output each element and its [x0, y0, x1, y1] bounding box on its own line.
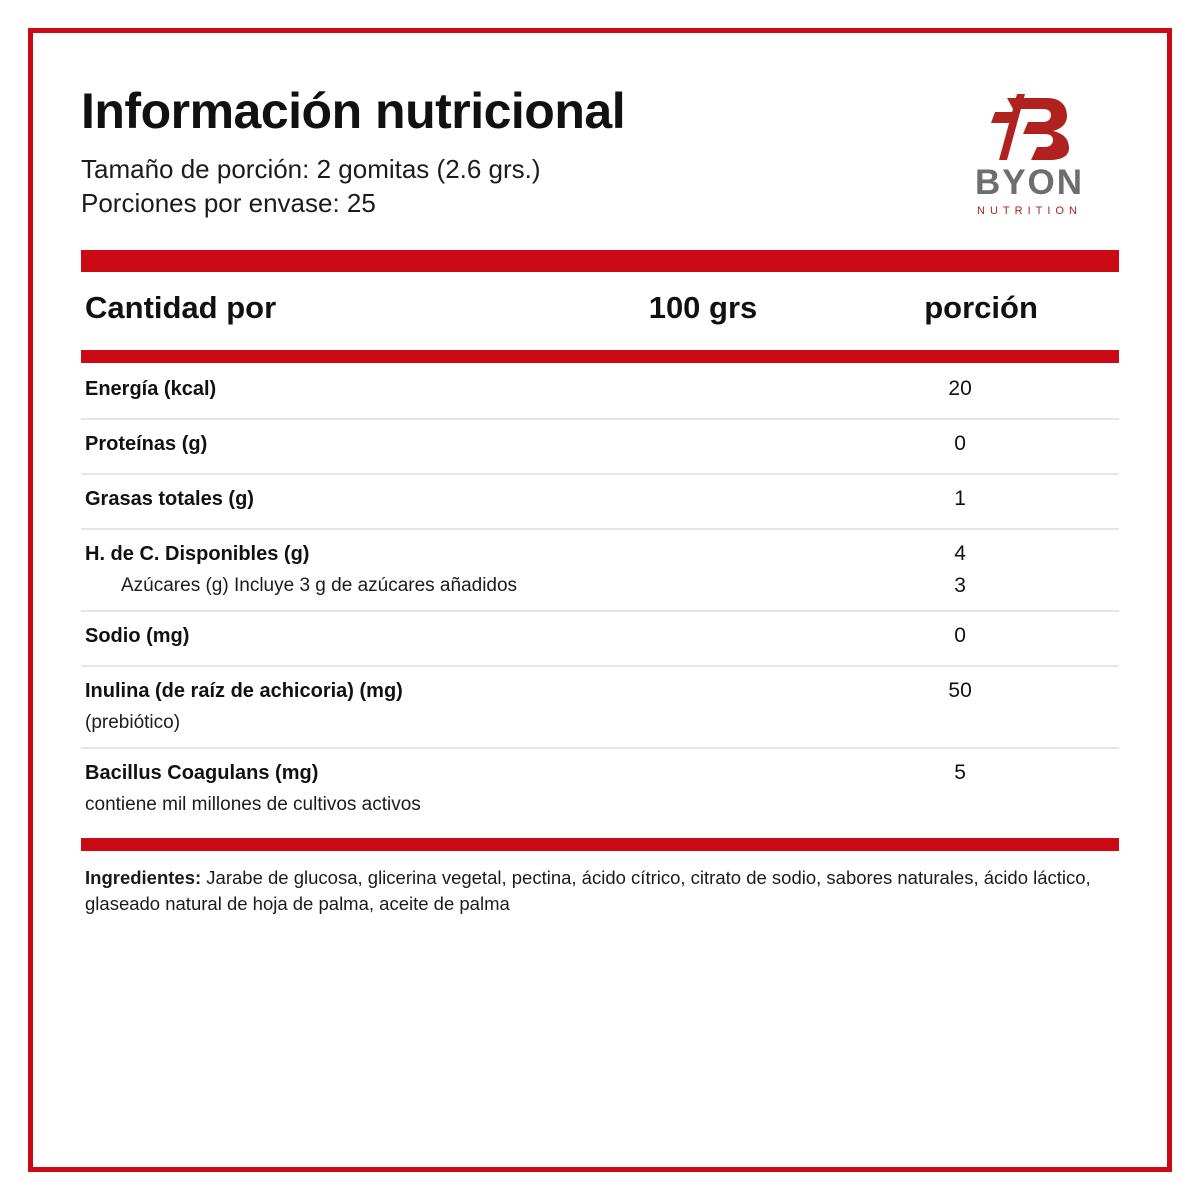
nutrient-subname: (prebiótico)	[85, 711, 181, 733]
row-serving-value	[847, 542, 1115, 598]
nutrient-name: Inulina (de raíz de achicoria) (mg)	[85, 679, 403, 702]
column-header-per-serving: porción	[924, 290, 1038, 326]
ingredients-text: Jarabe de glucosa, glicerina vegetal, pectina, ácido cítrico, citrato de sodio, sabores naturales, ácido láctico, glaseado natural de hoja de palma, aceite de palma	[85, 867, 1091, 915]
table-column-headers	[81, 272, 1119, 338]
column-header-per-100: 100 grs	[648, 290, 758, 326]
nutrient-subname: contiene mil millones de cultivos activos	[85, 793, 421, 815]
nutrient-name: Grasas totales (g)	[85, 488, 254, 511]
label-frame	[28, 28, 1172, 1172]
table-row	[81, 530, 1119, 612]
row-serving-value: 0	[954, 623, 966, 647]
ingredients-block	[81, 851, 1119, 918]
row-serving-value-sub: 3	[954, 574, 966, 598]
nutrient-name: Proteínas (g)	[85, 433, 208, 456]
row-label-cell	[85, 542, 847, 599]
brand-wordmark: BYON	[974, 163, 1085, 202]
table-row	[81, 612, 1119, 667]
header-text-block	[81, 85, 952, 220]
serving-size-text: Tamaño de porción: 2 gomitas (2.6 grs.)	[81, 153, 541, 184]
row-label-cell	[85, 487, 847, 512]
row-serving-value: 5	[954, 760, 966, 784]
nutrient-subname: Azúcares (g) Incluye 3 g de azúcares añadidos	[121, 575, 518, 597]
column-header-name: Cantidad por	[85, 290, 277, 326]
row-label-cell	[85, 761, 847, 818]
header-divider-bar	[81, 350, 1119, 363]
bottom-divider-bar	[81, 838, 1119, 851]
table-row	[81, 475, 1119, 530]
ingredients-label: Ingredientes:	[85, 867, 202, 889]
row-label-cell	[85, 432, 847, 457]
label-header	[81, 85, 1119, 220]
table-row	[81, 749, 1119, 829]
table-row	[81, 667, 1119, 749]
nutrient-rows	[81, 365, 1119, 828]
row-serving-value-main: 4	[954, 542, 966, 566]
servings-per-container-text: Porciones por envase: 25	[81, 187, 376, 218]
row-label-cell	[85, 624, 847, 649]
row-label-cell	[85, 377, 847, 402]
table-row	[81, 365, 1119, 420]
row-serving-value: 1	[954, 487, 966, 511]
brand-tagline: NUTRITION	[977, 205, 1082, 217]
nutrient-name: Sodio (mg)	[85, 624, 190, 647]
page-title: Información nutricional	[81, 83, 626, 139]
row-serving-value: 0	[954, 432, 966, 456]
nutrient-name: H. de C. Disponibles (g)	[85, 543, 310, 566]
nutrient-name: Bacillus Coagulans (mg)	[85, 761, 319, 784]
row-serving-value: 20	[948, 377, 972, 401]
row-label-cell	[85, 679, 847, 736]
row-serving-value: 50	[948, 678, 972, 702]
top-divider-bar	[81, 250, 1119, 272]
byon-b-icon	[952, 93, 1107, 161]
nutrient-name: Energía (kcal)	[85, 378, 217, 401]
table-row	[81, 420, 1119, 475]
brand-logo	[952, 93, 1107, 217]
